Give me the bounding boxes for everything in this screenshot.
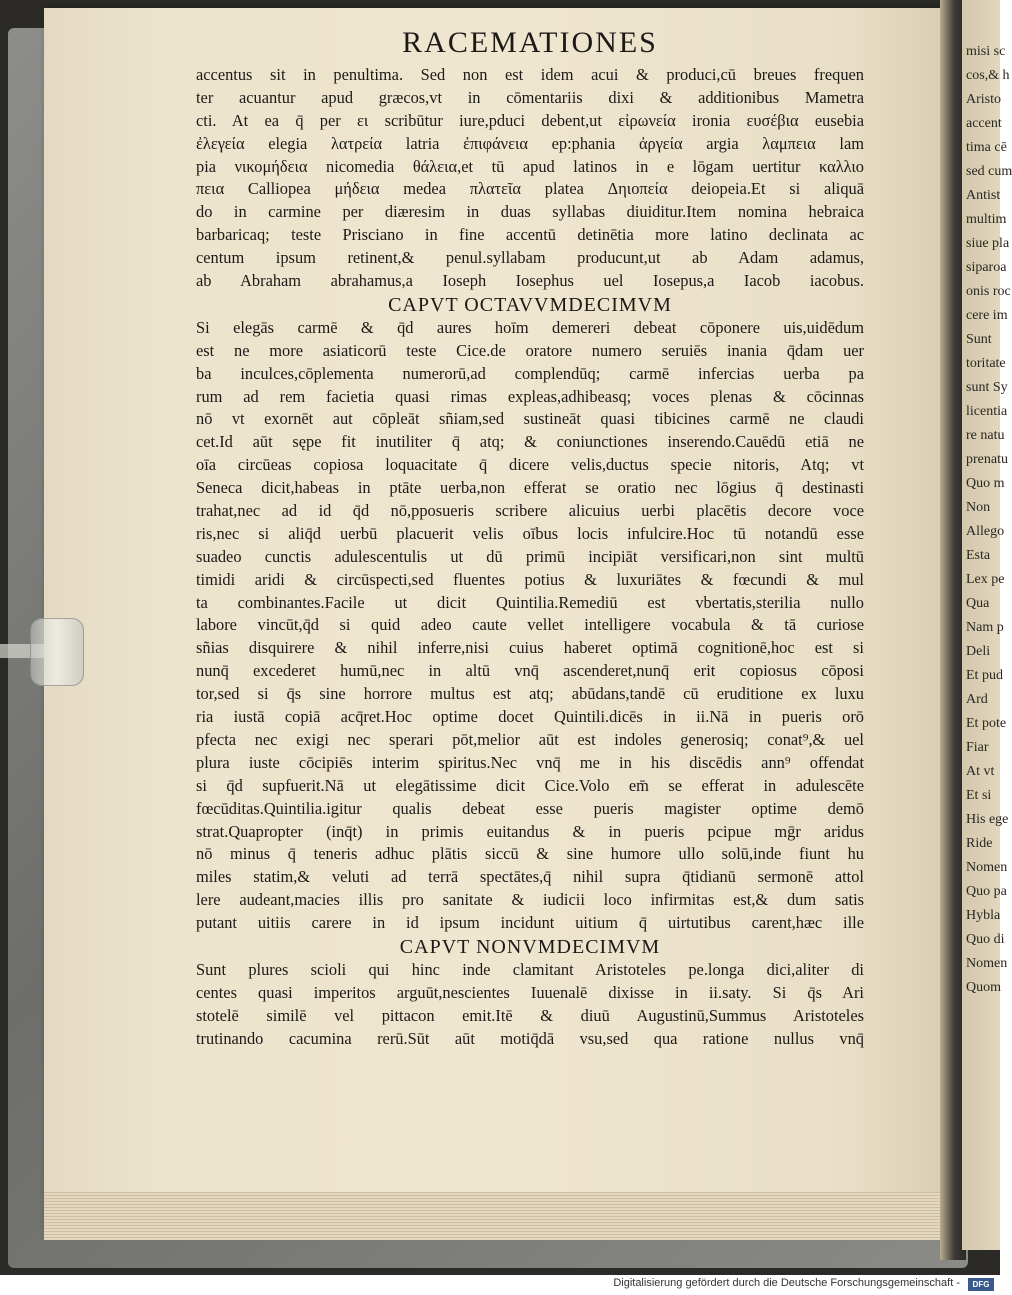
chapter-18-line: putant uitiis carere in id ipsum incidunt uitium q̄ uirtutibus carent,hæc ille xyxy=(196,913,864,933)
chapter-18-line: fœcūditas.Quintilia.igitur qualis debeat esse pueris magister optime demō xyxy=(196,798,864,818)
chapter-18-line: tor,sed si q̄s sine horrore multus est atq; abūdans,tandē cū eruditione ex luxu xyxy=(196,684,864,704)
facing-page-fragment: Et pud xyxy=(966,668,1003,683)
chapter-19-line: stotelē similē vel pittacon emit.Itē & diuū Augustinū,Summus Aristoteles xyxy=(196,1005,864,1025)
chapter-18-line: ta combinantes.Facile ut dicit Quintilia.Remediū est vbertatis,sterilia nullo xyxy=(196,592,864,612)
chapter-18-line: lere audeant,macies illis pro sanitate & iudicii loco infirmitas est,& dum satis xyxy=(196,890,864,910)
chapter-19-body xyxy=(196,959,864,1051)
facing-page-fragment: His ege xyxy=(966,812,1009,827)
facing-page-fragment: multim xyxy=(966,212,1007,227)
text-line: ἐλεγεία elegia λατρεία latria ἐπιφάνεια ep:phania ἀργεία argia λαμπεια lam xyxy=(196,133,864,153)
facing-page-fragment: Quo di xyxy=(966,932,1005,947)
facing-page-fragment: Aristo xyxy=(966,92,1001,107)
facing-page-fragment: Qua xyxy=(966,596,990,611)
facing-page-fragment: Allego xyxy=(966,524,1005,539)
facing-page-fragment: Et pote xyxy=(966,716,1007,731)
facing-page-fragment: Deli xyxy=(966,644,991,659)
facing-page-fragment: Quom xyxy=(966,980,1001,995)
facing-page-fragment: Lex pe xyxy=(966,572,1005,587)
facing-page-fragment: siue pla xyxy=(966,236,1010,251)
chapter-18-line: nunq̄ excederet humū,nec in altū vnq̄ ascenderet,nunq̄ erit copiosus cōposi xyxy=(196,661,864,681)
facing-page-fragment: Quo m xyxy=(966,476,1005,491)
facing-page-fragment: Esta xyxy=(966,548,991,563)
text-line: ab Abraham abrahamus,a Ioseph Iosephus uel Iosepus,a Iacob iacobus. xyxy=(196,271,864,291)
facing-page-fragment: Nomen xyxy=(966,956,1008,971)
chapter-18-line: si q̄d supfuerit.Nā ut elegātissime dicit Cice.Volo em̄ se efferat in adulescēte xyxy=(196,775,864,795)
facing-page-fragment: toritate xyxy=(966,356,1006,371)
text-line: cti. At ea q̄ per ει scribūtur iure,pduci debent,ut εἰρωνεία ironia ευσέβια eusebia xyxy=(196,110,864,130)
text-line: centum ipsum retinent,& penul.syllabam producunt,ut ab Adam adamus, xyxy=(196,248,864,268)
clasp-icon xyxy=(30,618,84,686)
chapter-18-body xyxy=(196,317,864,935)
facing-page-text xyxy=(966,40,1012,1000)
text-line: πεια Calliopea μήδεια medea πλατεῖα platea Δηιοπεία deiopeia.Et si aliquā xyxy=(196,179,864,199)
facing-page-fragment: Ard xyxy=(966,692,988,707)
chapter-18-line: ba inculces,cōplementa numerorū,ad complendūq; carmē infercias uerba pa xyxy=(196,363,864,383)
facing-page-fragment: Sunt xyxy=(966,332,992,347)
chapter-18-line: pfecta nec exigi nec sperari pōt,melior aūt est indoles generosiq; conat⁹,& uel xyxy=(196,729,864,749)
facing-page-fragment: Nomen xyxy=(966,860,1008,875)
page-text-block xyxy=(196,26,864,1051)
chapter-18-line: strat.Quapropter (inq̄t) in primis euitandus & in pueris pcipue mḡr aridus xyxy=(196,821,864,841)
chapter-18-line: est ne more asiaticorū teste Cice.de oratore numero seruiēs inania q̄dam uer xyxy=(196,340,864,360)
facing-page-fragment: accent xyxy=(966,116,1002,131)
text-line: pia νικομήδεια nicomedia θάλεια,et tū apud latinos in e lōgam uertitur καλλιο xyxy=(196,156,864,176)
digitization-credit: Digitalisierung gefördert durch die Deutsche Forschungsgemeinschaft - xyxy=(613,1277,960,1289)
text-line: accentus sit in penultima. Sed non est idem acui & produci,cū breues frequen xyxy=(196,65,864,84)
paragraph-continued xyxy=(196,64,864,293)
chapter-18-line: ris,nec si aliq̄d uerbū placuerit velis oībus locis infulcire.Hoc tū notandū esse xyxy=(196,523,864,543)
facing-page-fragment: Quo pa xyxy=(966,884,1007,899)
chapter-19-heading: CAPVT NONVMDECIMVM xyxy=(399,935,661,958)
chapter-18-line: sñias disquirere & nihil inferre,nisi cuius haberet optimā cognitionē,hoc est si xyxy=(196,638,864,658)
page-edges xyxy=(44,1192,954,1240)
facing-page-fragment: sed cum xyxy=(966,164,1012,179)
facing-page-fragment: siparoa xyxy=(966,260,1007,275)
facing-page-fragment: Ride xyxy=(966,836,993,851)
text-line: barbaricaq; teste Prisciano in fine accentū detinētia more latino declinata ac xyxy=(196,225,864,245)
facing-page-fragment: Hybla xyxy=(966,908,1001,923)
facing-page-fragment: cere im xyxy=(966,308,1008,323)
chapter-18-line: miles statim,& veluti ad terrā spectātes,q̄ nihil supra q̄tidianū sermonē attol xyxy=(196,867,864,887)
chapter-18-heading: CAPVT OCTAVVMDECIMVM xyxy=(388,293,672,316)
chapter-18-line: suadeo cunctis adulescentulis ut dū primū incipiāt versificari,non sint multū xyxy=(196,546,864,566)
facing-page-fragment: tima cē xyxy=(966,140,1007,155)
chapter-18-line: nō vt exornēt aut cōpleāt sñiam,sed sustineāt quasi tibicines carmē ne claudi xyxy=(196,409,864,429)
chapter-18-line: Si elegās carmē & q̄d aures hoīm demereri debeat cōponere uis,uidēdum xyxy=(196,317,864,337)
facing-page-fragment: misi sc xyxy=(966,44,1006,59)
facing-page-fragment: Antist xyxy=(966,188,1001,203)
dfg-logo-icon: DFG xyxy=(968,1278,994,1291)
text-line: ter acuantur apud græcos,vt in cōmentariis dixi & additionibus Mametra xyxy=(196,87,864,107)
facing-page-fragment: sunt Sy xyxy=(966,380,1008,395)
facing-page-fragment: re natu xyxy=(966,428,1005,443)
footer-bar xyxy=(0,1275,1000,1295)
chapter-18-line: oīa circūeas copiosa loquacitate q̄ dicere velis,ductus specie nitoris, Atq; vt xyxy=(196,455,864,475)
chapter-18-line: cet.Id aūt sępe fit inutiliter q̄ atq; & coniunctiones inserendo.Cauēdū etiā ne xyxy=(196,432,864,452)
chapter-18-line: trahat,nec ad id q̄d nō,pposueris scribere alicuius uerbi placētis decore voce xyxy=(196,501,864,521)
facing-page xyxy=(962,0,1012,1250)
chapter-19-line: trutinando cacumina rerū.Sūt aūt motiq̄dā vsu,sed qua ratione nullus vnq̄ xyxy=(196,1028,864,1048)
chapter-18-line: ria iustā copiā acq̄ret.Hoc optime docet Quintili.dicēs in ii.Nā in pueris orō xyxy=(196,707,864,727)
facing-page-fragment: At vt xyxy=(966,764,995,779)
chapter-19-line: centes quasi imperitos arguūt,nescientes Iuuenalē dixisse in ii.saty. Si q̄s Ari xyxy=(196,982,864,1002)
facing-page-fragment: Non xyxy=(966,500,991,515)
facing-page-fragment: prenatu xyxy=(966,452,1008,467)
facing-page-fragment: onis roc xyxy=(966,284,1011,299)
facing-page-fragment: cos,& h xyxy=(966,68,1010,83)
facing-page-fragment: Fiar xyxy=(966,740,989,755)
chapter-18-line: plura iuste cōcipiēs interim spiritus.Nec vnq̄ me in his discēdis ann⁹ offendat xyxy=(196,752,864,772)
chapter-18-line: Seneca dicit,habeas in ptāte uerba,non efferat se oratio nec lōgius q̄ destinasti xyxy=(196,478,864,498)
chapter-19-line: Sunt plures scioli qui hinc inde clamitant Aristoteles pe.longa dici,aliter di xyxy=(196,959,864,979)
running-head: RACEMATIONES xyxy=(402,26,658,59)
facing-page-fragment: Et si xyxy=(966,788,992,803)
chapter-18-line: labore vincūt,q̄d si quid adeo caute vellet intelligere vocabula & tā curiose xyxy=(196,615,864,635)
chapter-18-line: timidi aridi & circūspecti,sed fluentes potius & luxuriātes & fœcundi & mul xyxy=(196,569,864,589)
chapter-18-line: nō minus q̄ teneris adhuc plātis siccū & sine humore ullo solū,inde fiunt hu xyxy=(196,844,864,864)
text-line: do in carmine per diæresim in duas syllabas diuiditur.Item nomina hebraica xyxy=(196,202,864,222)
chapter-18-line: rum ad rem facietia quasi rimas expleas,adhibeasq; voces plenas & cōcinnas xyxy=(196,386,864,406)
facing-page-fragment: Nam p xyxy=(966,620,1004,635)
facing-page-fragment: licentia xyxy=(966,404,1008,419)
